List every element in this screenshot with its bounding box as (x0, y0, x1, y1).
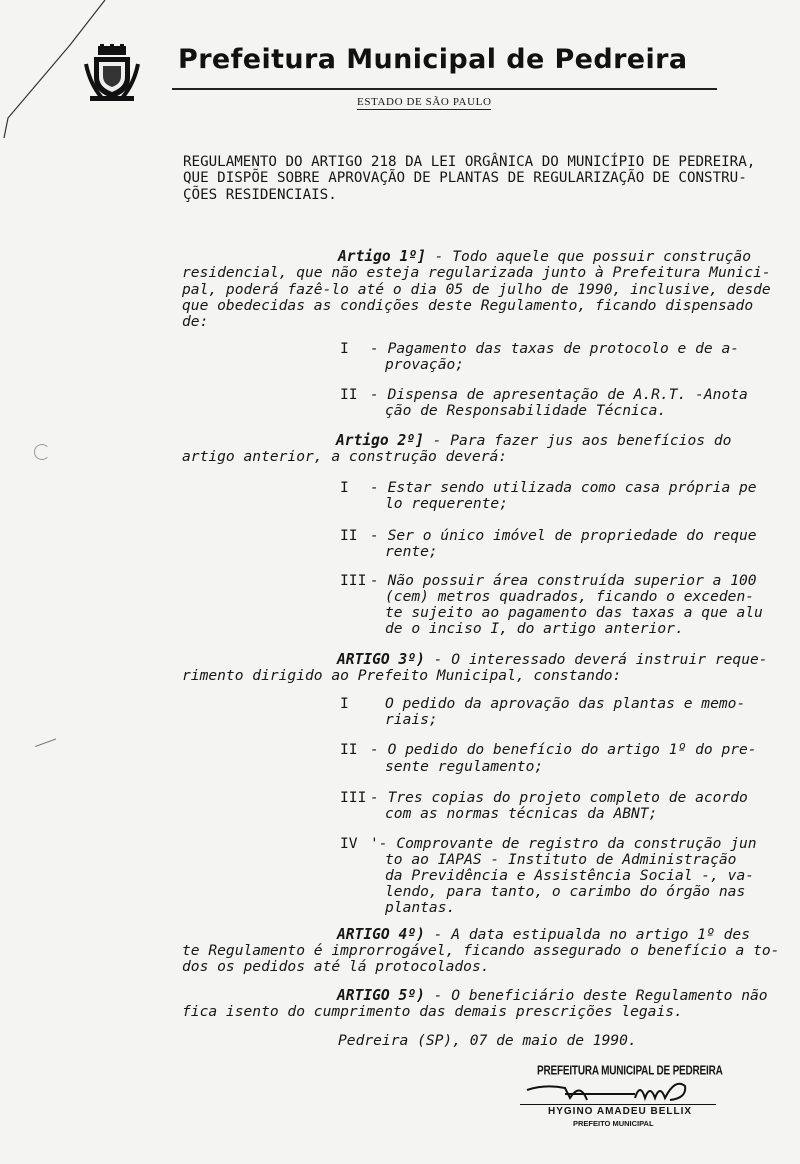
article-label: Artigo 2º] (336, 432, 424, 449)
item-text-line: - Não possuir área construída superior a 100 (370, 572, 757, 589)
item-text-line: rente; (385, 543, 438, 560)
header-divider (172, 88, 717, 90)
article-heading (337, 652, 768, 668)
item-text-line: com as normas técnicas da ABNT; (385, 805, 658, 822)
municipal-stamp: PREFEITURA MUNICIPAL DE PEDREIRA (537, 1064, 723, 1079)
article-heading (336, 433, 731, 449)
item-text-line: - O pedido do benefício do artigo 1º do pre- (370, 741, 757, 758)
item-text-line: sente regulamento; (385, 758, 544, 775)
item-text-line: da Previdência e Assistência Social -, va- (385, 867, 755, 884)
article-text-line: rimento dirigido ao Prefeito Municipal, constando: (182, 667, 622, 684)
article-text-line: artigo anterior, a construção deverá: (182, 448, 508, 465)
item-text-line: - Tres copias do projeto completo de acordo (370, 789, 748, 806)
item-text-line: provação; (385, 356, 465, 373)
article-text-line: pal, poderá fazê-lo até o dia 05 de julho de 1990, inclusive, desde (182, 281, 771, 298)
item-text-line: O pedido da aprovação das plantas e memo- (385, 695, 746, 712)
article-text: - A data estipualda no artigo 1º des (433, 926, 750, 943)
article-text-line: residencial, que não esteja regularizada junto à Prefeitura Munici- (182, 264, 771, 281)
article-heading (338, 249, 751, 265)
article-text: - O beneficiário deste Regulamento não (433, 987, 768, 1004)
item-text-line: de o inciso I, do artigo anterior. (385, 620, 684, 637)
item-text-line: lo requerente; (385, 495, 509, 512)
item-text-line: (cem) metros quadrados, ficando o exceden- (385, 588, 755, 605)
item-text-line: riais; (385, 711, 438, 728)
item-numeral: II (340, 527, 358, 544)
article-text: - Para fazer jus aos benefícios do (432, 432, 732, 449)
item-numeral: I (340, 695, 349, 712)
item-text-line: ção de Responsabilidade Técnica. (385, 402, 667, 419)
item-numeral: I (340, 479, 349, 496)
item-text-line: plantas. (385, 899, 456, 916)
item-numeral: II (340, 741, 358, 758)
item-text-line: lendo, para tanto, o carimbo do órgão nas (385, 883, 746, 900)
item-numeral: IV (340, 835, 358, 852)
item-numeral: I (340, 340, 349, 357)
state-subtitle: ESTADO DE SÃO PAULO (357, 96, 492, 108)
article-label: ARTIGO 4º) (337, 926, 425, 943)
article-label: Artigo 1º] (338, 248, 426, 265)
article-label: ARTIGO 5º) (337, 987, 425, 1004)
signature-line (520, 1104, 716, 1105)
item-text-line: - Pagamento das taxas de protocolo e de a- (370, 340, 740, 357)
punch-hole-mark (34, 444, 50, 460)
article-heading (337, 927, 750, 943)
scan-mark-line (0, 0, 110, 140)
item-text-line: '- Comprovante de registro da construção jun (370, 835, 757, 852)
article-label: ARTIGO 3º) (337, 651, 425, 668)
scan-mark (35, 739, 59, 755)
article-text-line: te Regulamento é improrrogável, ficando assegurado o benefício a to- (182, 942, 780, 959)
article-heading (337, 988, 768, 1004)
item-text-line: - Ser o único imóvel de propriedade do reque (370, 527, 757, 544)
heading-line: REGULAMENTO DO ARTIGO 218 DA LEI ORGÂNICA DO MUNICÍPIO DE PEDREIRA, (183, 154, 756, 170)
signer-name: HYGINO AMADEU BELLIX (548, 1106, 693, 1117)
article-text-line: fica isento do cumprimento das demais prescrições legais. (182, 1003, 683, 1020)
closing-date: Pedreira (SP), 07 de maio de 1990. (338, 1032, 637, 1049)
item-text-line: - Estar sendo utilizada como casa própria pe (370, 479, 757, 496)
item-text-line: to ao IAPAS - Instituto de Administração (385, 851, 737, 868)
article-text: - Todo aquele que possuir construção (434, 248, 751, 265)
article-text-line: que obedecidas as condições deste Regulamento, ficando dispensado (182, 297, 754, 314)
item-numeral: III (340, 789, 367, 806)
item-text-line: - Dispensa de apresentação de A.R.T. -Anota (370, 386, 748, 403)
heading-line: ÇÕES RESIDENCIAIS. (183, 187, 337, 203)
item-text-line: te sujeito ao pagamento das taxas a que alu (385, 604, 763, 621)
page-title: Prefeitura Municipal de Pedreira (178, 44, 688, 75)
signer-role: PREFEITO MUNICIPAL (573, 1119, 654, 1128)
heading-line: QUE DISPÕE SOBRE APROVAÇÃO DE PLANTAS DE REGULARIZAÇÃO DE CONSTRU- (183, 170, 747, 186)
article-text-line: de: (182, 313, 209, 330)
item-numeral: III (340, 572, 367, 589)
article-text-line: dos os pedidos até lá protocolados. (182, 958, 490, 975)
article-text: - O interessado deverá instruir reque- (433, 651, 768, 668)
item-numeral: II (340, 386, 358, 403)
handwritten-signature (525, 1078, 695, 1106)
